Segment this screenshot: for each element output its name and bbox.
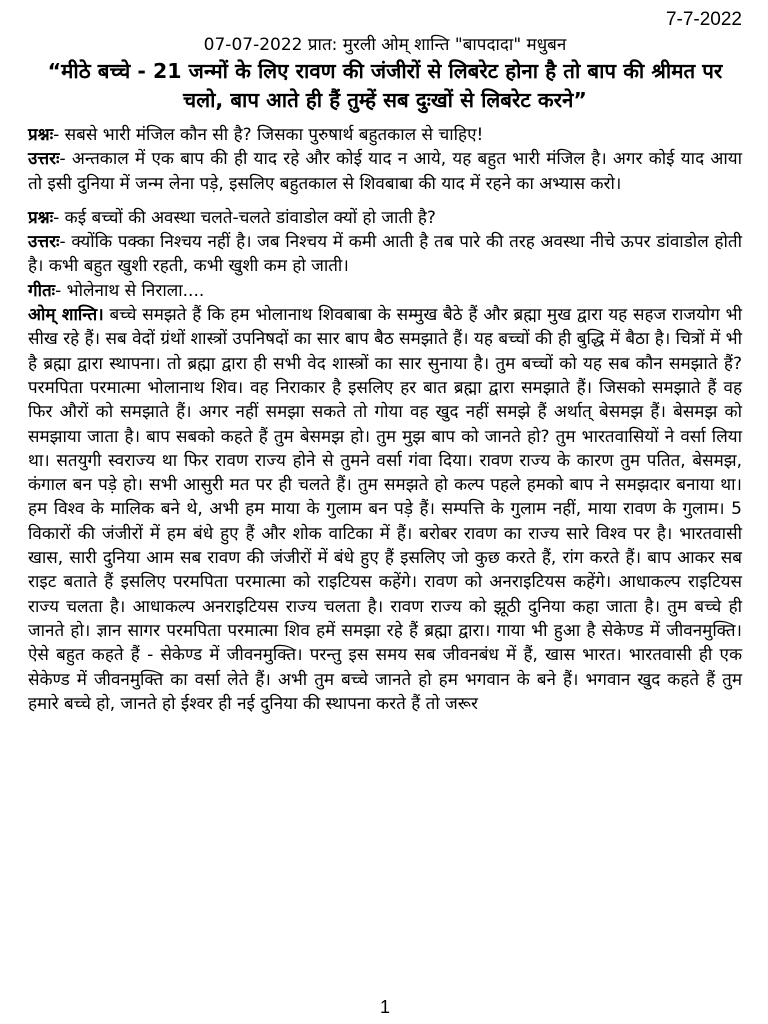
date-corner: 7-7-2022 — [665, 9, 742, 30]
answer-2 — [28, 230, 742, 279]
answer-text: - क्योंकि पक्का निश्चय नहीं है। जब निश्चय में कमी आती है तब पारे की तरह अवस्था नीचे ऊपर डांवाडोल होती है। कभी बहुत खुशी रहती, कभी खुशी कम हो जाती। — [28, 232, 742, 277]
question-2 — [28, 206, 742, 230]
question-label: प्रश्नः — [28, 125, 54, 145]
song-label: गीतः — [28, 280, 56, 301]
question-text: - कई बच्चों की अवस्था चलते-चलते डांवाडोल क्यों हो जाती है? — [53, 207, 436, 228]
body-lead: ओम् शान्ति। — [28, 305, 104, 326]
question-1 — [28, 123, 742, 147]
murli-header: 07-07-2022 प्रात: मुरली ओम् शान्ति "बापदादा" मधुबन — [203, 35, 567, 55]
answer-1 — [28, 147, 742, 196]
document-page — [28, 8, 742, 1018]
song-line — [28, 279, 742, 303]
answer-text: - अन्तकाल में एक बाप की ही याद रहे और कोई याद न आये, यह बहुत भारी मंजिल है। अगर कोई याद आया तो इसी दुनिया में जन्म लेना पड़े, इसलिए बहुतकाल से शिवबाबा की याद में रहने का अभ्यास करो। — [28, 149, 742, 194]
slogan-title: “मीठे बच्चे - 21 जन्मों के लिए रावण की जंजीरों से लिबरेट होना है तो बाप की श्रीमत पर चलो, बाप आते ही हैं तुम्हें सब दुःखों से लिबरेट करने” — [47, 59, 723, 112]
answer-label: उत्तरः — [28, 149, 60, 170]
page-number: 1 — [379, 997, 390, 1017]
answer-label: उत्तरः — [28, 232, 60, 253]
question-label: प्रश्नः — [28, 207, 54, 228]
murli-body — [28, 303, 742, 716]
question-text: - सबसे भारी मंजिल कौन सी है? जिसका पुरुषार्थ बहुतकाल से चाहिए! — [53, 125, 484, 145]
body-text: बच्चे समझते हैं कि हम भोलानाथ शिवबाबा के सम्मुख बैठे हैं और ब्रह्मा मुख द्वारा यह सहज राजयोग भी सीख रहे हैं। सब वेदों ग्रंथों शास्त्रों उपनिषदों का सार बाप बैठ समझाते हैं। यह बच्चों की ही बुद्धि में बैठा है। चित्रों में भी है ब्रह्मा द्वारा स्थापना। तो ब्रह्मा द्वारा ही सभी वेद शास्त्रों का सार सुनाया है। तुम बच्चों को यह सब कौन समझाते हैं? परमपिता परमात्मा भोलानाथ शिव। वह निराकार है इसलिए हर बात ब्रह्मा द्वारा समझाते हैं। जिसको समझाते हैं वह फिर औरों को समझाते हैं। अगर नहीं समझा सकते तो गोया वह खुद नहीं समझे हैं अर्थात् बेसमझ हैं। बेसमझ को समझाया जाता है। बाप सबको कहते हैं तुम बेसमझ हो। तुम मुझ बाप को जानते हो? तुम भारतवासियों ने वर्सा लिया था। सतयुगी स्वराज्य था फिर रावण राज्य होने से तुमने वर्सा गंवा दिया। रावण राज्य के कारण तुम पतित, बेसमझ, कंगाल बन पड़े हो। सभी आसुरी मत पर ही चलते हैं। तुम समझते हो कल्प पहले हमको बाप ने समझदार बनाया था। हम विश्व के मालिक बने थे, अभी हम माया के गुलाम बन पड़े हैं। सम्पत्ति के गुलाम नहीं, माया रावण के गुलाम। 5 विकारों की जंजीरों में हम बंधे हुए हैं और शोक वाटिका में हैं। बरोबर रावण का राज्य सारे विश्व पर है। भारतवासी खास, सारी दुनिया आम सब रावण की जंजीरों में बंधे हुए हैं इसलिए जो कुछ करते हैं, रांग करते हैं। बाप आकर सब राइट बताते हैं इसलिए परमपिता परमात्मा को राइटियस कहेंगे। रावण को अनराइटियस कहेंगे। आधाकल्प राइटियस राज्य चलता है। आधाकल्प अनराइटियस राज्य चलता है। रावण राज्य को झूठी दुनिया कहा जाता है। तुम बच्चे ही जानते हो। ज्ञान सागर परमपिता परमात्मा शिव हमें समझा रहे हैं ब्रह्मा द्वारा। गाया भी हुआ है सेकेण्ड में जीवनमुक्ति। ऐसे बहुत कहते हैं - सेकेण्ड में जीवनमुक्ति। परन्तु इस समय सब जीवनबंध में हैं, खास भारत। भारतवासी ही एक सेकेण्ड में जीवनमुक्ति का वर्सा लेते हैं। अभी तुम बच्चे जानते हो हम भगवान के बने हैं। भगवान खुद कहते हैं तुम हमारे बच्चे हो, जानते हो ईश्वर ही नई दुनिया की स्थापना करते हैं तो जरूर — [28, 305, 742, 714]
song-text: - भोलेनाथ से निराला.... — [55, 280, 205, 301]
